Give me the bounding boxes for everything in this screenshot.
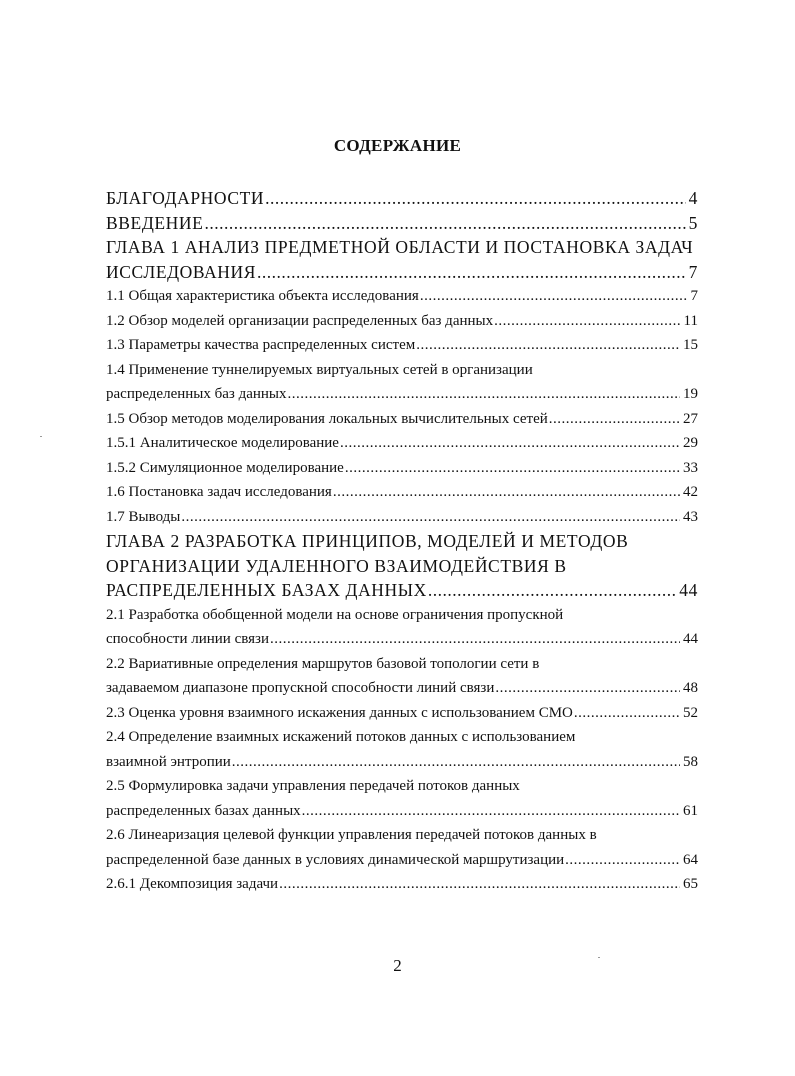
toc-entry[interactable] <box>106 823 698 872</box>
toc-entry-text: 2.2 Вариативные определения маршрутов базовой топологии сети в <box>106 655 540 672</box>
toc-entry-text: 2.5 Формулировка задачи управления передачей потоков данных <box>106 778 520 794</box>
toc-entry[interactable] <box>106 872 698 897</box>
toc-entry[interactable] <box>106 407 698 432</box>
toc-page-number: 15 <box>683 337 698 353</box>
toc-page-number: 44 <box>679 580 698 600</box>
toc-entry-row <box>106 456 698 481</box>
toc-entry-row <box>106 407 698 432</box>
dot-leader <box>428 578 676 603</box>
toc-entry-row <box>106 480 698 505</box>
dot-leader <box>420 284 688 309</box>
toc-page-number: 33 <box>683 459 698 476</box>
dot-leader <box>549 407 680 432</box>
toc-entry-row <box>106 186 698 211</box>
toc-entry-text: ОРГАНИЗАЦИИ УДАЛЕННОГО ВЗАИМОДЕЙСТВИЯ В <box>106 555 567 576</box>
toc-entry[interactable] <box>106 284 698 309</box>
toc-page-number: 52 <box>683 704 698 721</box>
toc-entry[interactable] <box>106 186 698 211</box>
toc-page-number: 19 <box>683 386 698 402</box>
toc-entry-row <box>106 431 698 456</box>
dot-leader <box>204 211 685 236</box>
toc-page-number: 27 <box>683 410 698 427</box>
toc-entry[interactable] <box>106 235 698 284</box>
toc-page-number: 61 <box>683 802 698 819</box>
dot-leader <box>495 676 680 701</box>
toc-entry-text: 1.5.2 Симуляционное моделирование <box>106 459 344 476</box>
toc-entry[interactable] <box>106 774 698 823</box>
toc-entry-row <box>106 676 698 701</box>
toc-entry[interactable] <box>106 309 698 334</box>
dot-leader <box>565 848 680 873</box>
table-of-contents <box>106 186 698 897</box>
toc-entry[interactable] <box>106 725 698 774</box>
toc-page-number: 48 <box>683 680 698 696</box>
toc-entry-text: 1.4 Применение туннелируемых виртуальных сетей в организации <box>106 361 533 378</box>
toc-entry-row <box>106 382 698 407</box>
toc-page-number: 7 <box>690 288 698 304</box>
toc-page-number: 65 <box>683 876 698 892</box>
toc-entry-text: БЛАГОДАРНОСТИ <box>106 188 265 208</box>
page-title: СОДЕРЖАНИЕ <box>333 136 462 155</box>
toc-page-number: 5 <box>688 212 698 233</box>
toc-page-number: 29 <box>683 435 698 451</box>
toc-entry-text: 1.6 Постановка задач исследования <box>106 484 332 500</box>
toc-entry-row <box>106 333 698 358</box>
dot-leader <box>494 309 680 334</box>
toc-entry-text: распределенных баз данных <box>106 386 287 402</box>
toc-page-number: 7 <box>688 261 698 282</box>
toc-entry-row <box>106 578 698 603</box>
toc-entry-row <box>106 701 698 726</box>
toc-entry-row <box>106 505 698 530</box>
toc-entry-text: ГЛАВА 1 АНАЛИЗ ПРЕДМЕТНОЙ ОБЛАСТИ И ПОСТАНОВКА ЗАДАЧ <box>106 237 694 257</box>
toc-entry[interactable] <box>106 431 698 456</box>
toc-page-number: 11 <box>683 312 698 329</box>
toc-page-number: 42 <box>683 484 698 500</box>
toc-entry-text: 1.5 Обзор методов моделирования локальных вычислительных сетей <box>106 410 548 427</box>
toc-entry-text: 1.2 Обзор моделей организации распределенных баз данных <box>106 312 494 329</box>
toc-entry-row <box>106 848 698 873</box>
toc-entry[interactable] <box>106 333 698 358</box>
toc-entry-text: РАСПРЕДЕЛЕННЫХ БАЗАХ ДАННЫХ <box>106 580 427 600</box>
toc-entry-row <box>106 750 698 775</box>
toc-entry-text: 2.3 Оценка уровня взаимного искажения данных с использованием СМО <box>106 704 573 721</box>
toc-entry-row <box>106 260 698 285</box>
dot-leader <box>345 456 680 481</box>
toc-entry[interactable] <box>106 211 698 236</box>
toc-entry-text: 2.4 Определение взаимных искажений потоков данных с использованием <box>106 729 576 745</box>
toc-entry-text: 1.1 Общая характеристика объекта исследования <box>106 288 419 304</box>
toc-entry-row <box>106 872 698 897</box>
toc-entry[interactable] <box>106 529 698 603</box>
toc-entry-text: распределенной базе данных в условиях динамической маршрутизации <box>106 851 565 868</box>
scan-speck <box>40 436 42 437</box>
toc-entry-text: взаимной энтропии <box>106 753 231 770</box>
toc-entry[interactable] <box>106 652 698 701</box>
toc-entry[interactable] <box>106 358 698 407</box>
page-number: 2 <box>393 956 402 975</box>
toc-entry-row <box>106 284 698 309</box>
toc-page-number: 44 <box>683 631 698 647</box>
dot-leader <box>257 260 686 285</box>
dot-leader <box>288 382 680 407</box>
toc-entry-text: ГЛАВА 2 РАЗРАБОТКА ПРИНЦИПОВ, МОДЕЛЕЙ И МЕТОДОВ <box>106 531 629 551</box>
toc-entry[interactable] <box>106 603 698 652</box>
dot-leader <box>333 480 680 505</box>
toc-entry[interactable] <box>106 456 698 481</box>
toc-entry-text: 2.1 Разработка обобщенной модели на основе ограничения пропускной <box>106 606 564 623</box>
toc-page-number: 4 <box>688 188 698 208</box>
toc-page-number: 43 <box>683 508 698 525</box>
toc-entry-row <box>106 627 698 652</box>
dot-leader <box>302 799 680 824</box>
dot-leader <box>340 431 680 456</box>
toc-entry-text: 1.7 Выводы <box>106 508 181 525</box>
toc-entry-text: 2.6 Линеаризация целевой функции управления передачей потоков данных в <box>106 827 597 843</box>
dot-leader <box>574 701 680 726</box>
dot-leader <box>265 186 685 211</box>
toc-entry-text: 2.6.1 Декомпозиция задачи <box>106 876 279 892</box>
toc-entry-text: ВВЕДЕНИЕ <box>106 212 204 233</box>
toc-entry-text: распределенных базах данных <box>106 802 301 819</box>
toc-page-number: 64 <box>683 851 698 868</box>
dot-leader <box>416 333 680 358</box>
toc-entry-row <box>106 211 698 236</box>
dot-leader <box>232 750 680 775</box>
toc-entry[interactable] <box>106 701 698 726</box>
toc-entry-text: 1.3 Параметры качества распределенных систем <box>106 337 416 353</box>
toc-entry-text: способности линии связи <box>106 631 269 647</box>
toc-entry[interactable] <box>106 480 698 505</box>
toc-entry-row <box>106 309 698 334</box>
toc-entry-text: задаваемом диапазоне пропускной способности линий связи <box>106 680 495 696</box>
dot-leader <box>270 627 680 652</box>
toc-entry-text: ИССЛЕДОВАНИЯ <box>106 261 257 282</box>
toc-page-number: 58 <box>683 753 698 770</box>
dot-leader <box>181 505 680 530</box>
toc-entry-text: 1.5.1 Аналитическое моделирование <box>106 435 339 451</box>
toc-entry[interactable] <box>106 505 698 530</box>
dot-leader <box>279 872 680 897</box>
scan-speck <box>598 957 600 958</box>
toc-entry-row <box>106 799 698 824</box>
